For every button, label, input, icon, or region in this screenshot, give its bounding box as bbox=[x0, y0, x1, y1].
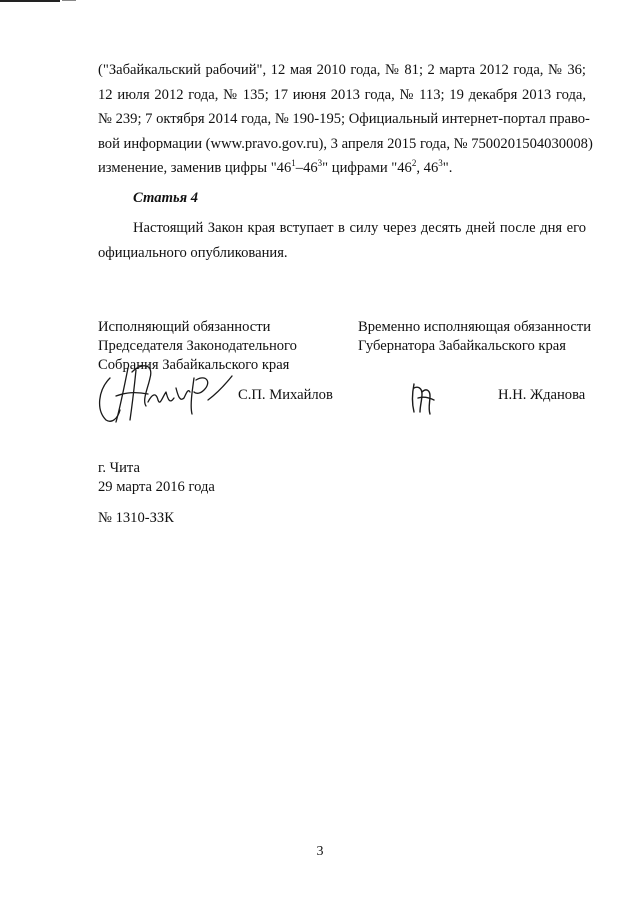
text-line: ("Забайкальский рабочий", 12 мая 2010 года, № 81; 2 марта 2012 года, № 36; bbox=[98, 62, 586, 78]
law-number: № 1310-ЗЗК bbox=[98, 510, 174, 526]
title-line: Исполняющий обязанности bbox=[98, 319, 271, 335]
text-line: 12 июля 2012 года, № 135; 17 июня 2013 года, № 113; 19 декабря 2013 года, bbox=[98, 86, 586, 103]
place: г. Чита bbox=[98, 460, 140, 476]
amendment-paragraph bbox=[98, 58, 593, 181]
title-line: Временно исполняющая обязанности bbox=[358, 319, 592, 335]
scan-edge-mark bbox=[0, 0, 60, 2]
title-line: Собрания Забайкальского края bbox=[98, 357, 290, 373]
date: 29 марта 2016 года bbox=[98, 479, 215, 495]
text-line: № 239; 7 октября 2014 года, № 190-195; Официальный интернет-портал право- bbox=[98, 111, 590, 127]
signatory-right-name: Н.Н. Жданова bbox=[498, 387, 586, 403]
text-line: официального опубликования. bbox=[98, 244, 288, 261]
article-heading: Статья 4 bbox=[133, 190, 199, 206]
signature-right bbox=[404, 378, 444, 418]
signature-left bbox=[92, 348, 242, 428]
text-line: изменение, заменив цифры "$46^1-46^3$" цифрами "$46^2$, $46^3$". bbox=[98, 158, 453, 176]
text-line: Настоящий Закон края вступает в силу через десять дней после дня его bbox=[133, 220, 586, 236]
page-number: 3 bbox=[316, 844, 324, 859]
title-line: Председателя Законодательного bbox=[98, 338, 297, 354]
signatory-left-name: С.П. Михайлов bbox=[238, 387, 333, 403]
text-line: вой информации (www.pravo.gov.ru), 3 апреля 2015 года, № 7500201504030008) bbox=[98, 135, 593, 152]
title-line: Губернатора Забайкальского края bbox=[358, 338, 566, 354]
scan-edge-mark-faint bbox=[62, 0, 76, 1]
signatory-right-title bbox=[358, 318, 591, 356]
article4-paragraph bbox=[98, 216, 586, 265]
